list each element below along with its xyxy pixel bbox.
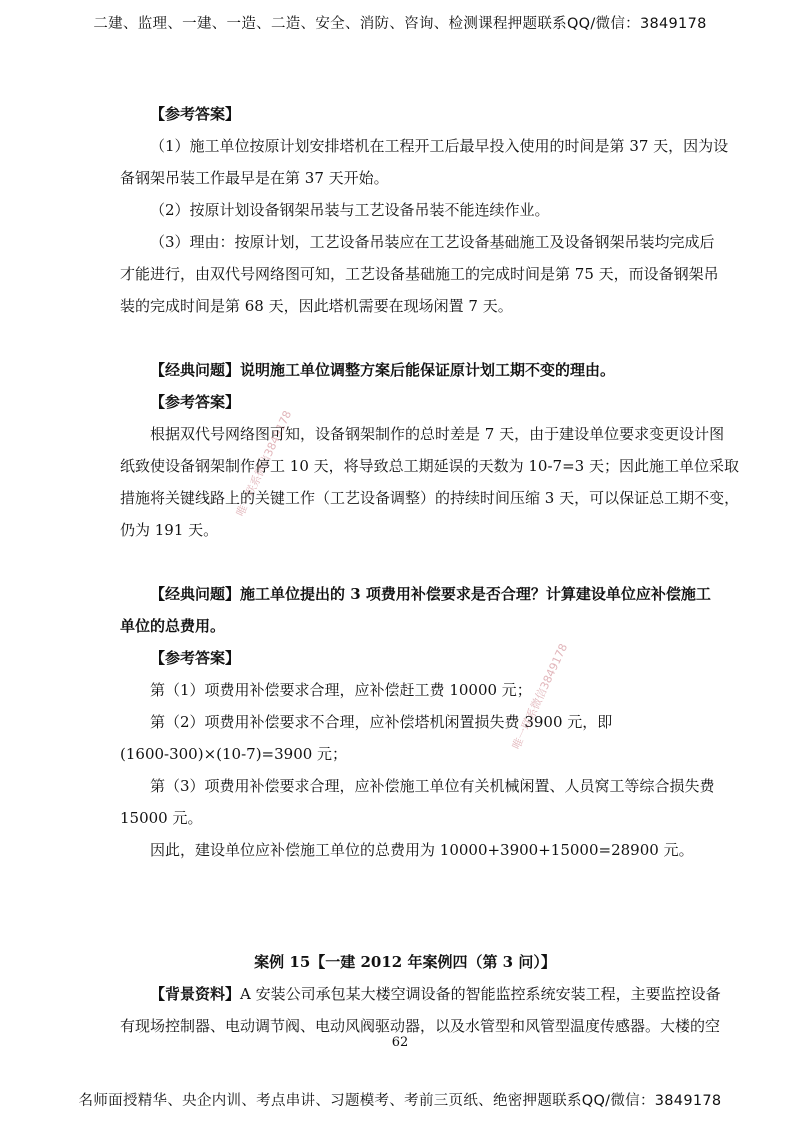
page-header: 二建、监理、一建、一造、二造、安全、消防、咨询、检测课程押题联系QQ/微信：3849178	[93, 16, 707, 32]
question-text: 单位的总费用。	[120, 617, 226, 635]
paragraph-line: 第（3）项费用补偿要求合理，应补偿施工单位有关机械闲置、人员窝工等综合损失费	[150, 777, 715, 795]
paragraph-line: 纸致使设备钢架制作停工 10 天，将导致总工期延误的天数为 10-7=3 天；因此施工单位采取	[120, 457, 739, 475]
paragraph-line: 因此，建设单位应补偿施工单位的总费用为 10000+3900+15000=28900 元。	[150, 841, 694, 859]
watermark: 唯一联系微信3849178	[233, 408, 295, 519]
paragraph-line: 措施将关键线路上的关键工作（工艺设备调整）的持续时间压缩 3 天，可以保证总工期不变，	[120, 489, 740, 507]
background-tag: 【背景资料】	[150, 985, 241, 1003]
question-tag: 【经典问题】	[150, 585, 241, 603]
question-tag: 【经典问题】	[150, 361, 241, 379]
formula-line: (1600-300)×(10-7)=3900 元；	[120, 745, 348, 763]
document-body	[120, 98, 740, 1042]
case-title: 案例 15【一建 2012 年案例四（第 3 问）】	[254, 953, 556, 971]
paragraph-line: 第（1）项费用补偿要求合理，应补偿赶工费 10000 元；	[150, 681, 532, 699]
paragraph-line: 才能进行，由双代号网络图可知，工艺设备基础施工的完成时间是第 75 天，而设备钢架吊	[120, 265, 719, 283]
reference-answer-heading: 【参考答案】	[150, 105, 241, 123]
question-text: 施工单位提出的 3 项费用补偿要求是否合理？计算建设单位应补偿施工	[240, 585, 711, 603]
paragraph-line: （3）理由：按原计划，工艺设备吊装应在工艺设备基础施工及设备钢架吊装均完成后	[150, 233, 715, 251]
paragraph-line: 装的完成时间是第 68 天，因此塔机需要在现场闲置 7 天。	[120, 297, 513, 315]
background-paragraph	[120, 978, 721, 1010]
paragraph-line: 仍为 191 天。	[120, 521, 219, 539]
question-text: 说明施工单位调整方案后能保证原计划工期不变的理由。	[240, 361, 616, 379]
classic-question	[120, 354, 690, 386]
paragraph-line: 15000 元。	[120, 809, 203, 827]
paragraph-text: A 安装公司承包某大楼空调设备的智能监控系统安装工程，主要监控设备	[240, 985, 721, 1003]
reference-answer-heading: 【参考答案】	[150, 393, 241, 411]
paragraph-line: （2）按原计划设备钢架吊装与工艺设备吊装不能连续作业。	[150, 201, 550, 219]
reference-answer-heading: 【参考答案】	[150, 649, 241, 667]
paragraph-line: 根据双代号网络图可知，设备钢架制作的总时差是 7 天，由于建设单位要求变更设计图	[150, 425, 725, 443]
page-footer: 名师面授精华、央企内训、考点串讲、习题模考、考前三页纸、绝密押题联系QQ/微信：3849178	[78, 1093, 722, 1109]
paragraph-line: 第（2）项费用补偿要求不合理，应补偿塔机闲置损失费 3900 元，即	[150, 713, 613, 731]
classic-question	[120, 578, 711, 610]
paragraph-line: 备钢架吊装工作最早是在第 37 天开始。	[120, 169, 389, 187]
paragraph-line: （1）施工单位按原计划安排塔机在工程开工后最早投入使用的时间是第 37 天，因为设	[150, 137, 729, 155]
watermark: 唯一联系微信3849178	[509, 641, 571, 752]
paragraph-line: 有现场控制器、电动调节阀、电动风阀驱动器，以及水管型和风管型温度传感器。大楼的空	[120, 1017, 721, 1035]
page-number: 62	[391, 1035, 409, 1050]
